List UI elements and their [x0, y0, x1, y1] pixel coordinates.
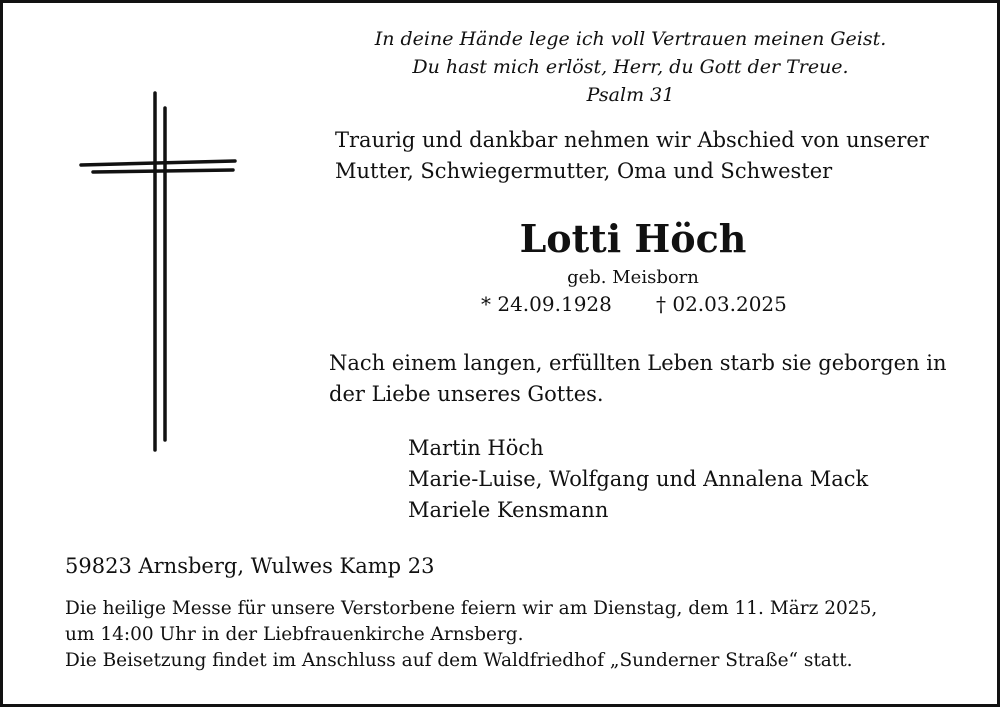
psalm-verse	[303, 25, 958, 109]
birth-date: * 24.09.1928	[481, 292, 612, 316]
verse-source: Psalm 31	[586, 84, 675, 106]
maiden-name: geb. Meisborn	[567, 267, 699, 288]
service-line: um 14:00 Uhr in der Liebfrauenkirche Arnsberg.	[65, 624, 524, 645]
mourners-list	[408, 433, 868, 526]
mourner: Mariele Kensmann	[408, 498, 609, 522]
intro-line: Traurig und dankbar nehmen wir Abschied von unserer	[335, 128, 929, 152]
intro-line: Mutter, Schwiegermutter, Oma und Schwester	[335, 159, 833, 183]
life-line: der Liebe unseres Gottes.	[329, 382, 604, 406]
mourner: Martin Höch	[408, 436, 544, 460]
verse-line: Du hast mich erlöst, Herr, du Gott der Treue.	[412, 56, 849, 78]
service-line: Die heilige Messe für unsere Verstorbene feiern wir am Dienstag, dem 11. März 2025,	[65, 598, 878, 619]
life-text	[329, 348, 947, 410]
service-line: Die Beisetzung findet im Anschluss auf dem Waldfriedhof „Sunderner Straße“ statt.	[65, 650, 853, 671]
family-address: 59823 Arnsberg, Wulwes Kamp 23	[65, 554, 435, 578]
farewell-intro	[335, 125, 929, 187]
verse-line: In deine Hände lege ich voll Vertrauen meinen Geist.	[374, 28, 887, 50]
cross-icon	[73, 88, 253, 458]
deceased-name: Lotti Höch	[519, 216, 747, 261]
life-line: Nach einem langen, erfüllten Leben starb sie geborgen in	[329, 351, 947, 375]
mourner: Marie-Luise, Wolfgang und Annalena Mack	[408, 467, 869, 491]
funeral-service-info	[65, 596, 877, 674]
death-date: † 02.03.2025	[656, 292, 787, 316]
